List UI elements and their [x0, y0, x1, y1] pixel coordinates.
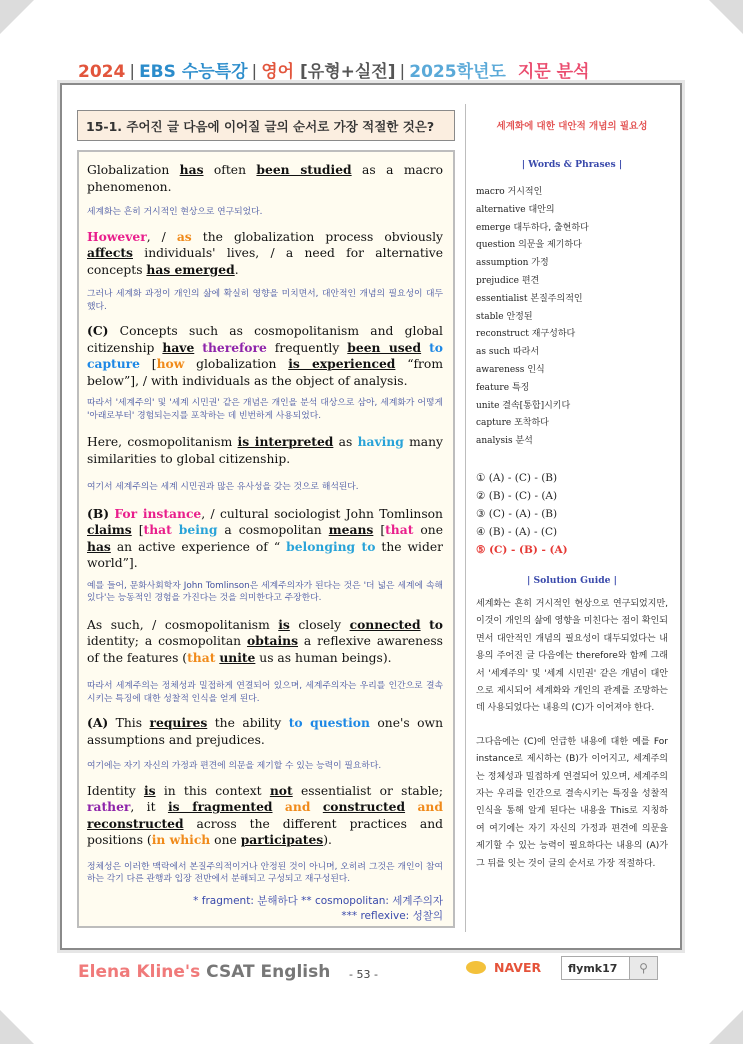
footnote-1: * fragment: 분해하다 ** cosmopolitan: 세계주의자	[193, 894, 443, 907]
vocab-word: unite	[476, 400, 500, 411]
vocab-meaning: 포착하다	[514, 418, 549, 429]
header-book: 수능특강	[181, 62, 248, 82]
vocab-item	[476, 398, 668, 416]
passage-ko-5: 예를 들어, 문화사회학자 John Tomlinson은 세계주의자가 된다는 것은 '더 넓은 세계에 속해 있다'는 능동적인 경험을 가진다는 것을 의미한다고 주장한다.	[87, 580, 443, 603]
passage-ko-6: 따라서 세계주의는 정체성과 밀접하게 연결되어 있으며, 세계주의자는 우리를 인간으로 결속시키는 특징에 대한 성찰적 인식을 얻게 된다.	[87, 681, 443, 704]
header-separator: |	[399, 62, 406, 82]
passage-ko-7: 여기에는 자기 자신의 가정과 편견에 의문을 제기할 수 있는 능력이 필요하다.	[87, 761, 382, 771]
footer-brand	[78, 962, 330, 982]
vocab-word: feature	[476, 382, 510, 393]
vocab-word: as such	[476, 347, 511, 358]
answer-option: ⑤ (C) - (B) - (A)	[476, 543, 568, 556]
header-type: [유형+실전]	[300, 62, 396, 82]
vocab-meaning: 분석	[515, 436, 533, 447]
vocab-item	[476, 415, 668, 433]
vocab-word: assumption	[476, 258, 529, 269]
right-column	[476, 118, 668, 873]
vocab-word: emerge	[476, 222, 511, 233]
vocab-meaning: 편견	[521, 275, 540, 286]
vocab-item	[476, 273, 668, 291]
passage-ko-3: 따라서 '세계주의' 및 '세계 시민권' 같은 개념은 개인을 분석 대상으로 삼아, 세계화가 어떻게 '아래로부터' 경험되는지를 포착하는 데 빈번하게 사용되었다.	[87, 398, 443, 421]
footer-brand-name: Elena Kline's	[78, 962, 201, 982]
vocab-word: awareness	[476, 364, 525, 375]
answer-option: ② (B) - (C) - (A)	[476, 489, 558, 502]
topic-title: 세계화에 대한 대안적 개념의 필요성	[496, 121, 648, 132]
words-phrases-heading: | Words & Phrases |	[521, 159, 623, 170]
vocab-meaning: 거시적인	[507, 187, 543, 197]
page-number: - 53 -	[349, 968, 378, 981]
passage-en-5: (B) For instance, / cultural sociologist John Tomlinson claims [that being a cosmopolitan means [that one has an active experience of “ belonging to the wider world”].	[87, 505, 444, 570]
footnotes	[87, 894, 443, 924]
page-corner-top-left	[0, 0, 34, 34]
passage-ko-2: 그러나 세계화 과정이 개인의 삶에 확실히 영향을 미치면서, 대안적인 개념의 필요성이 대두했다.	[87, 289, 443, 312]
vocab-word: stable	[476, 311, 504, 322]
vocab-item	[476, 237, 668, 255]
header-separator: |	[251, 62, 258, 82]
vocab-word: reconstruct	[476, 329, 529, 340]
vocab-meaning: 대안의	[528, 204, 555, 215]
header-analysis: 지문 분석	[517, 62, 590, 82]
vocab-meaning: 결속[통합]시키다	[502, 400, 571, 411]
vocab-word: question	[476, 240, 516, 251]
answer-options	[476, 469, 668, 559]
vocab-meaning: 가정	[531, 258, 549, 269]
footer-brand-course: CSAT English	[206, 962, 331, 982]
passage-en-8: Identity is in this context not essentialist or stable; rather, it is fragmented and constructed and reconstructed across the different practices and positions (in which one participates).	[87, 782, 443, 847]
column-divider	[465, 104, 466, 932]
vocab-word: analysis	[476, 436, 513, 447]
vocab-meaning: 본질주의적인	[530, 293, 583, 304]
vocab-item	[476, 184, 668, 202]
naver-text: NAVER	[494, 960, 542, 975]
answer-option: ① (A) - (C) - (B)	[476, 471, 558, 484]
header-year: 2024	[78, 62, 126, 82]
vocab-meaning: 안정된	[506, 311, 533, 322]
vocab-meaning: 인식	[527, 364, 545, 375]
passage-en-7: (A) This requires the ability to question one's own assumptions and prejudices.	[87, 715, 443, 747]
passage-en-1: Globalization has often been studied as a macro phenomenon.	[87, 162, 443, 194]
answer-option: ③ (C) - (A) - (B)	[476, 507, 558, 520]
vocab-item	[476, 380, 668, 398]
vocab-word: prejudice	[476, 275, 519, 286]
vocab-item	[476, 326, 668, 344]
solution-guide-1: 세계화는 흔히 거시적인 현상으로 연구되었지만, 이것이 개인의 삶에 영향을 미친다는 점이 확인되면서 대안적인 개념의 필요성이 대두되었다는 내용의 주어진 글 다음에는 therefore와 함께 그래서 '세계주의' 및 '세계 시민권' 같은 개념이 대안으로 제시되어 세계화와 개인의 관계를 조망하는 데 사용되었다는 내용의 (C)가 이어져야 한다.	[476, 598, 668, 714]
header-separator: |	[129, 62, 136, 82]
vocab-meaning: 따라서	[512, 347, 540, 358]
page-header	[78, 57, 668, 82]
naver-label	[466, 960, 541, 975]
vocab-item	[476, 255, 668, 273]
header-target-year: 2025학년도	[409, 62, 506, 82]
page-corner-bottom-left	[0, 1010, 34, 1044]
vocab-item	[476, 202, 668, 220]
vocab-word: capture	[476, 418, 512, 429]
vocab-meaning: 재구성하다	[531, 329, 576, 340]
question-text: 15-1. 주어진 글 다음에 이어질 글의 순서로 가장 적절한 것은?	[86, 118, 435, 134]
header-ebs: EBS	[139, 62, 176, 82]
passage-box	[77, 150, 455, 928]
question-box	[77, 110, 455, 141]
vocab-item	[476, 433, 668, 451]
vocab-item	[476, 344, 668, 362]
passage-en-2: However, / as the globalization process obviously affects individuals' lives, / a need for alternative concepts has emerged.	[87, 228, 443, 277]
passage-en-3: (C) Concepts such as cosmopolitanism and global citizenship have therefore frequently been used to capture [how globalization is experienced “from below”], / with individuals as the object of analysis.	[87, 323, 443, 388]
passage-en-4: Here, cosmopolitanism is interpreted as having many similarities to global citizenship.	[87, 434, 443, 466]
passage-en-6: As such, / cosmopolitanism is closely connected to identity; a cosmopolitan obtains a reflexive awareness of the features (that unite us as human beings).	[87, 616, 443, 665]
search-box[interactable]	[561, 956, 658, 980]
search-icon[interactable]: ⚲	[629, 957, 657, 979]
vocab-item	[476, 291, 668, 309]
vocab-meaning: 대두하다, 출현하다	[513, 222, 589, 233]
vocab-item	[476, 220, 668, 238]
vocab-list	[476, 184, 668, 451]
footnote-2: *** reflexive: 성찰의	[341, 909, 443, 922]
solution-guide-2: 그다음에는 (C)에 언급한 내용에 대한 예를 For instance로 제시하는 (B)가 이어지고, 세계주의는 정체성과 밀접하게 연결되어 있으며, 세계주의자는 우리를 인간으로 결속시키는 특징을 성찰적 인식을 통해 알게 된다는 내용을 This로 지칭하여 여기에는 자기 자신의 가정과 편견에 의문을 제기할 수 있는 능력이 필요하다는 내용의 (A)가 그 뒤를 잇는 것이 글의 순서로 가장 적절하다.	[476, 736, 668, 869]
passage-ko-4: 여기서 세계주의는 세계 시민권과 많은 유사성을 갖는 것으로 해석된다.	[87, 482, 359, 492]
vocab-word: macro	[476, 187, 505, 197]
page-corner-top-right	[709, 0, 743, 34]
bee-icon	[466, 961, 486, 974]
solution-guide-heading: | Solution Guide |	[526, 574, 618, 586]
search-text[interactable]: flymk17	[568, 961, 618, 975]
vocab-meaning: 특징	[511, 382, 530, 393]
header-subject: 영어	[261, 62, 295, 82]
vocab-word: essentialist	[476, 293, 528, 304]
vocab-meaning: 의문을 제기하다	[518, 240, 582, 251]
passage-ko-8: 정체성은 이러한 맥락에서 본질주의적이거나 안정된 것이 아니며, 오히려 그것은 개인이 참여하는 각기 다른 관행과 입장 전반에서 분해되고 구성되고 재구성된다.	[87, 861, 443, 884]
vocab-item	[476, 362, 668, 380]
passage-ko-1: 세계화는 흔히 거시적인 현상으로 연구되었다.	[87, 207, 263, 217]
vocab-item	[476, 309, 668, 327]
answer-option: ④ (B) - (A) - (C)	[476, 525, 558, 538]
page-corner-bottom-right	[709, 1010, 743, 1044]
vocab-word: alternative	[476, 204, 526, 215]
